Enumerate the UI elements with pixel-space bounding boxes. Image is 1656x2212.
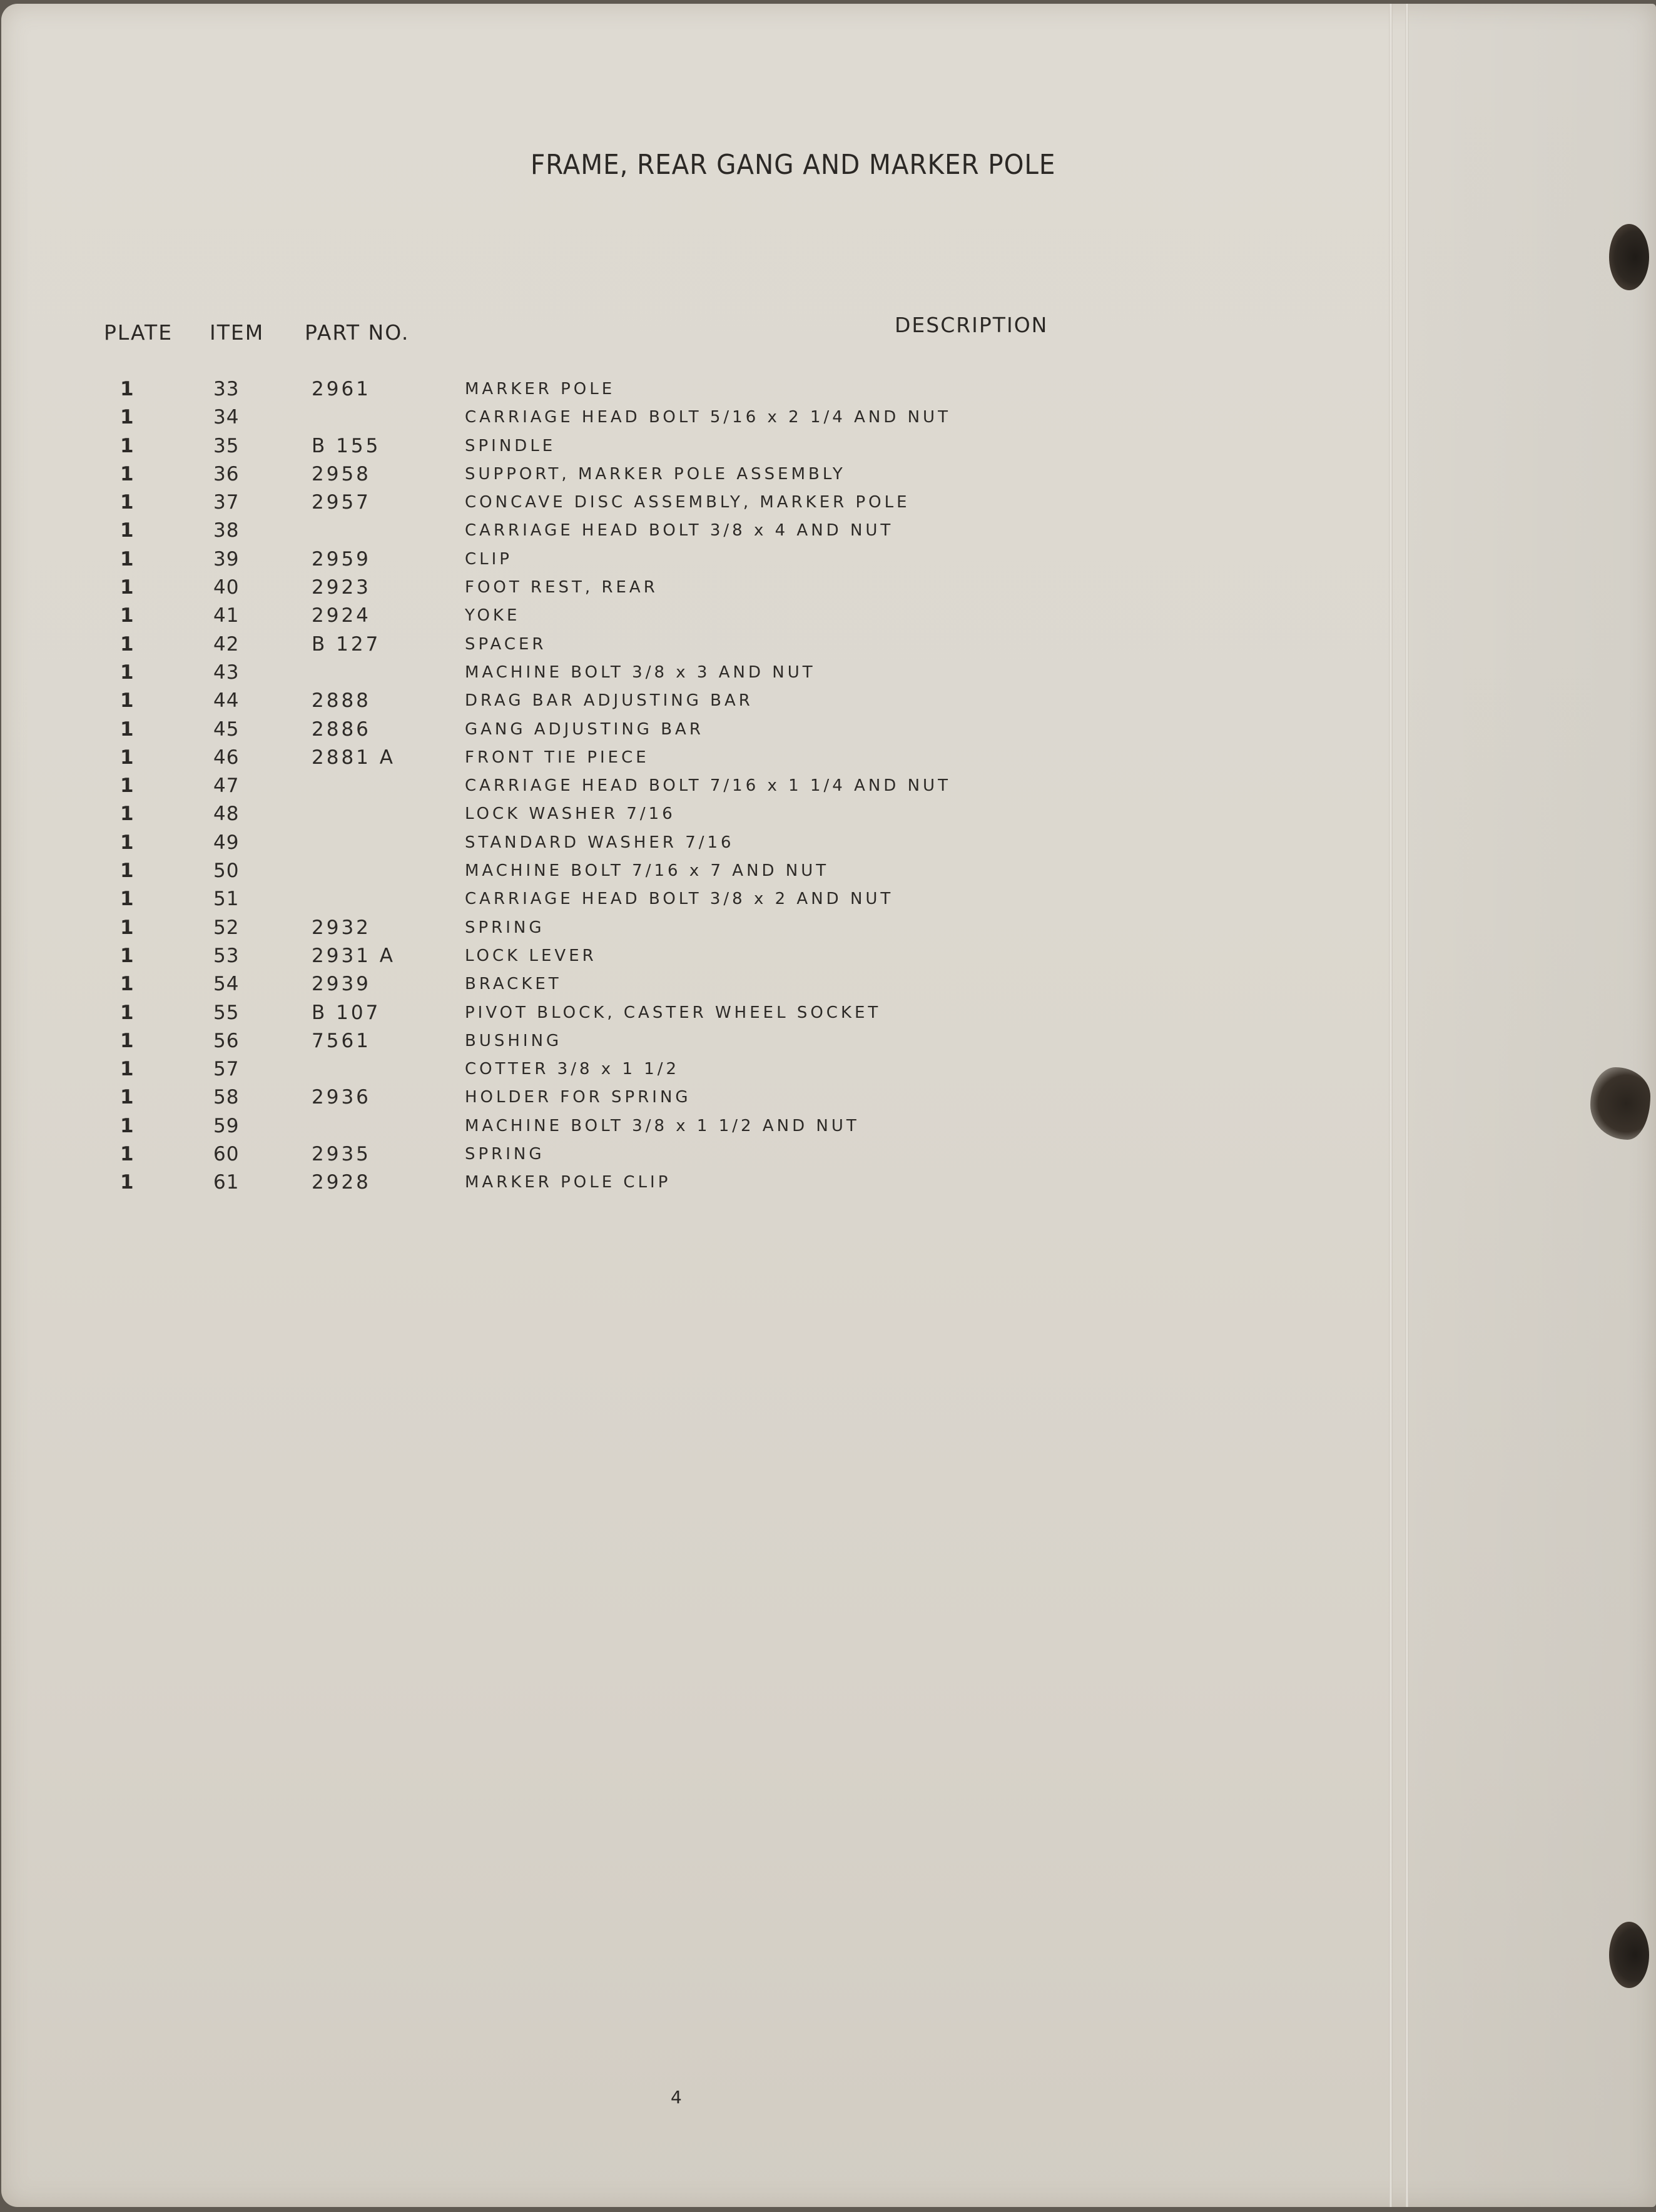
dot-leader (903, 886, 1463, 911)
table-row (1, 405, 1465, 433)
item-cell: 56 (213, 1029, 240, 1052)
table-row (1, 434, 1465, 462)
part-no-cell: 2881 A (312, 746, 395, 769)
dot-leader (961, 405, 1463, 430)
page-title: FRAME, REAR GANG AND MARKER POLE (531, 149, 1056, 181)
table-row (1, 1085, 1465, 1113)
item-cell: 58 (213, 1086, 240, 1109)
description-text: BUSHING (465, 1031, 562, 1050)
description-text: CONCAVE DISC ASSEMBLY, MARKER POLE (465, 493, 910, 512)
dot-leader (839, 858, 1463, 883)
table-row (1, 377, 1465, 405)
description-text: MARKER POLE CLIP (465, 1173, 671, 1192)
plate-cell: 1 (120, 576, 134, 599)
table-row (1, 1170, 1465, 1198)
dot-leader (856, 462, 1463, 487)
item-cell: 61 (213, 1171, 240, 1194)
part-no-cell: 2935 (312, 1143, 371, 1166)
dot-leader (668, 575, 1463, 600)
parts-list (1, 377, 1465, 1199)
description-text: SPRING (465, 1145, 545, 1164)
part-no-cell: B 155 (312, 434, 381, 457)
description-text: LOCK LEVER (465, 946, 597, 965)
item-cell: 45 (213, 718, 240, 741)
description-text: PIVOT BLOCK, CASTER WHEEL SOCKET (465, 1003, 881, 1022)
table-row (1, 943, 1465, 972)
table-row (1, 688, 1465, 716)
plate-cell: 1 (120, 718, 134, 741)
table-row (1, 1057, 1465, 1085)
table-row (1, 915, 1465, 943)
item-cell: 55 (213, 1001, 240, 1024)
plate-cell: 1 (120, 604, 134, 627)
table-row (1, 858, 1465, 886)
item-cell: 60 (213, 1143, 240, 1166)
item-cell: 50 (213, 860, 240, 883)
dot-leader (744, 830, 1463, 855)
plate-cell: 1 (120, 1029, 134, 1052)
dot-leader (920, 490, 1463, 515)
description-text: YOKE (465, 606, 521, 626)
item-cell: 33 (213, 378, 240, 400)
item-cell: 53 (213, 944, 240, 967)
table-row (1, 490, 1465, 518)
dot-leader (625, 377, 1463, 402)
description-text: STANDARD WASHER 7/16 (465, 833, 734, 852)
description-cell (465, 660, 1463, 685)
dot-leader (572, 972, 1463, 997)
plate-cell: 1 (120, 406, 134, 429)
table-row (1, 1000, 1465, 1028)
part-no-cell: 2923 (312, 576, 371, 599)
part-no-cell: 2888 (312, 689, 371, 713)
description-text: SPRING (465, 918, 545, 937)
item-cell: 54 (213, 973, 240, 996)
description-text: DRAG BAR ADJUSTING BAR (465, 691, 753, 711)
plate-cell: 1 (120, 1001, 134, 1024)
dot-leader (903, 518, 1463, 543)
item-cell: 39 (213, 547, 240, 571)
description-cell (465, 830, 1463, 855)
description-cell (465, 801, 1463, 826)
dot-leader (961, 773, 1463, 798)
dot-leader (522, 547, 1463, 572)
item-cell: 41 (213, 604, 240, 627)
part-no-cell: 2924 (312, 604, 371, 627)
description-cell (465, 1170, 1463, 1195)
description-text: SPINDLE (465, 436, 556, 455)
table-row (1, 518, 1465, 546)
description-text: CARRIAGE HEAD BOLT 7/16 x 1 1/4 AND NUT (465, 776, 951, 796)
table-row (1, 745, 1465, 773)
description-cell (465, 1057, 1463, 1082)
dot-leader (870, 1114, 1463, 1139)
plate-cell: 1 (120, 1058, 134, 1081)
description-text: FRONT TIE PIECE (465, 748, 649, 767)
description-cell (465, 717, 1463, 742)
item-cell: 52 (213, 916, 240, 939)
dot-leader (689, 1057, 1463, 1082)
plate-cell: 1 (120, 746, 134, 769)
description-cell (465, 490, 1463, 515)
binder-hole (1609, 1922, 1649, 1988)
plate-cell: 1 (120, 547, 134, 571)
part-no-cell: 2958 (312, 462, 371, 485)
part-no-cell: B 107 (312, 1001, 381, 1024)
description-text: MACHINE BOLT 3/8 x 1 1/2 AND NUT (465, 1116, 860, 1135)
table-row (1, 660, 1465, 688)
dot-leader (891, 1000, 1463, 1025)
description-text: SPACER (465, 634, 547, 654)
dot-leader (763, 688, 1463, 713)
dot-leader (607, 943, 1463, 968)
description-text: FOOT REST, REAR (465, 578, 658, 597)
dot-leader (572, 1028, 1463, 1053)
plate-cell: 1 (120, 916, 134, 939)
dot-leader (555, 915, 1463, 940)
description-text: MARKER POLE (465, 380, 616, 398)
part-no-cell: 2932 (312, 916, 371, 939)
item-cell: 43 (213, 661, 240, 684)
table-row (1, 1114, 1465, 1142)
table-row (1, 830, 1465, 858)
item-cell: 38 (213, 519, 240, 542)
part-no-cell: 2931 A (312, 944, 395, 967)
description-cell (465, 688, 1463, 713)
description-text: BRACKET (465, 975, 562, 994)
description-cell (465, 1085, 1463, 1110)
description-cell (465, 972, 1463, 997)
plate-cell: 1 (120, 944, 134, 967)
plate-cell: 1 (120, 491, 134, 514)
dot-leader (826, 660, 1463, 685)
description-cell (465, 434, 1463, 459)
table-row (1, 773, 1465, 801)
item-cell: 35 (213, 434, 240, 457)
document-page (1, 4, 1656, 2207)
column-header-plate: PLATE (104, 320, 173, 345)
description-cell (465, 886, 1463, 911)
table-row (1, 1142, 1465, 1170)
plate-cell: 1 (120, 661, 134, 684)
dot-leader (530, 603, 1463, 628)
dot-leader (701, 1085, 1463, 1110)
description-text: GANG ADJUSTING BAR (465, 719, 704, 739)
dot-leader (686, 801, 1463, 826)
description-text: SUPPORT, MARKER POLE ASSEMBLY (465, 464, 846, 484)
description-cell (465, 632, 1463, 657)
item-cell: 51 (213, 888, 240, 911)
description-cell (465, 915, 1463, 940)
part-no-cell: B 127 (312, 632, 381, 656)
description-text: CARRIAGE HEAD BOLT 3/8 x 2 AND NUT (465, 890, 894, 909)
dot-leader (557, 632, 1463, 657)
plate-cell: 1 (120, 434, 134, 457)
dot-leader (566, 434, 1463, 459)
description-text: MACHINE BOLT 7/16 x 7 AND NUT (465, 861, 830, 881)
table-row (1, 717, 1465, 745)
binder-hole (1609, 224, 1649, 290)
item-cell: 48 (213, 803, 240, 826)
dot-leader (681, 1170, 1463, 1195)
table-row (1, 603, 1465, 631)
table-row (1, 801, 1465, 830)
description-text: CARRIAGE HEAD BOLT 3/8 x 4 AND NUT (465, 521, 894, 540)
table-row (1, 632, 1465, 660)
plate-cell: 1 (120, 462, 134, 485)
description-text: HOLDER FOR SPRING (465, 1088, 691, 1107)
part-no-cell: 2961 (312, 378, 371, 400)
plate-cell: 1 (120, 519, 134, 542)
table-row (1, 886, 1465, 915)
dot-leader (659, 745, 1463, 770)
part-no-cell: 2939 (312, 973, 371, 996)
item-cell: 44 (213, 689, 240, 713)
item-cell: 40 (213, 576, 240, 599)
part-no-cell: 7561 (312, 1029, 371, 1052)
description-cell (465, 603, 1463, 628)
description-cell (465, 547, 1463, 572)
item-cell: 42 (213, 632, 240, 656)
plate-cell: 1 (120, 803, 134, 826)
description-text: CLIP (465, 549, 512, 569)
description-cell (465, 405, 1463, 430)
description-text: COTTER 3/8 x 1 1/2 (465, 1060, 680, 1079)
table-row (1, 972, 1465, 1000)
item-cell: 49 (213, 831, 240, 854)
dot-leader (714, 717, 1463, 742)
description-cell (465, 1114, 1463, 1139)
plate-cell: 1 (120, 689, 134, 713)
description-cell (465, 1000, 1463, 1025)
plate-cell: 1 (120, 632, 134, 656)
description-cell (465, 575, 1463, 600)
description-cell (465, 377, 1463, 402)
description-cell (465, 943, 1463, 968)
description-cell (465, 745, 1463, 770)
part-no-cell: 2886 (312, 718, 371, 741)
description-text: MACHINE BOLT 3/8 x 3 AND NUT (465, 662, 816, 682)
part-no-cell: 2959 (312, 547, 371, 571)
item-cell: 34 (213, 406, 240, 429)
item-cell: 57 (213, 1058, 240, 1081)
item-cell: 36 (213, 462, 240, 485)
description-text: LOCK WASHER 7/16 (465, 804, 676, 824)
item-cell: 37 (213, 491, 240, 514)
plate-cell: 1 (120, 973, 134, 996)
description-cell (465, 462, 1463, 487)
part-no-cell: 2957 (312, 491, 371, 514)
column-header-part-no: PART NO. (305, 320, 410, 345)
description-cell (465, 518, 1463, 543)
item-cell: 46 (213, 746, 240, 769)
part-no-cell: 2936 (312, 1086, 371, 1109)
column-header-item: ITEM (210, 320, 265, 345)
part-no-cell: 2928 (312, 1171, 371, 1194)
plate-cell: 1 (120, 888, 134, 911)
column-header-description: DESCRIPTION (895, 313, 1049, 337)
plate-cell: 1 (120, 1086, 134, 1109)
item-cell: 59 (213, 1114, 240, 1137)
description-cell (465, 858, 1463, 883)
item-cell: 47 (213, 774, 240, 798)
description-cell (465, 1142, 1463, 1167)
table-row (1, 462, 1465, 490)
plate-cell: 1 (120, 1114, 134, 1137)
description-text: CARRIAGE HEAD BOLT 5/16 x 2 1/4 AND NUT (465, 408, 951, 427)
plate-cell: 1 (120, 774, 134, 798)
table-row (1, 575, 1465, 603)
plate-cell: 1 (120, 1143, 134, 1166)
table-row (1, 1028, 1465, 1057)
description-cell (465, 1028, 1463, 1053)
plate-cell: 1 (120, 1171, 134, 1194)
plate-cell: 1 (120, 831, 134, 854)
table-row (1, 547, 1465, 575)
plate-cell: 1 (120, 860, 134, 883)
description-cell (465, 773, 1463, 798)
dot-leader (555, 1142, 1463, 1167)
plate-cell: 1 (120, 378, 134, 400)
page-number: 4 (671, 2087, 682, 2108)
